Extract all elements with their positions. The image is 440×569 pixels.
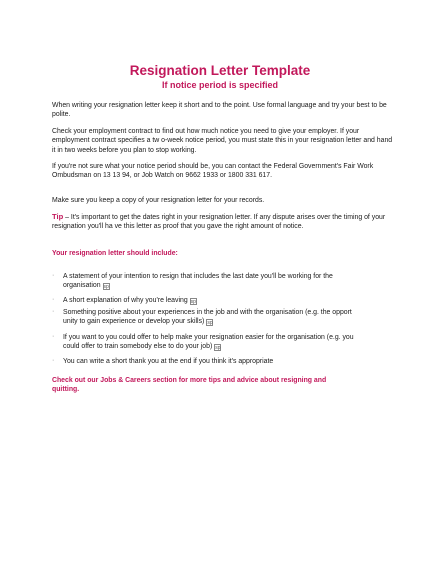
- list-item-text: A short explanation of why you're leaving: [63, 297, 188, 304]
- paragraph-keep-copy: Make sure you keep a copy of your resignation letter for your records.: [52, 197, 265, 204]
- placeholder-glyph-icon: sp: [103, 284, 109, 291]
- paragraph-notice-period: If you're not sure what your notice period should be, you can contact the Federal Government's Fair Work Ombudsman on 13 13 94, or Job Watch on 9662 1933 or 1800 331 617.: [52, 163, 374, 180]
- footer-callout: Check out our Jobs & Careers section for more tips and advice about resigning and quitting.: [52, 377, 327, 394]
- placeholder-glyph-icon: sp: [215, 345, 221, 352]
- bullet-marker: ·: [52, 296, 55, 303]
- list-item: [63, 296, 363, 305]
- list-item-text: A statement of your intention to resign that includes the last date you'll be working for the organisation: [63, 273, 333, 290]
- paragraph-intro: When writing your resignation letter keep it short and to the point. Use formal language and try your best to be polite.: [52, 102, 387, 119]
- tip-text: – It's important to get the dates right in your resignation letter. If any dispute arises over the timing of your resignation you'll ha ve this letter as proof that you gave the right amount of notice.: [52, 214, 386, 231]
- bullet-marker: ·: [52, 333, 55, 340]
- paragraph-contract: Check your employment contract to find out how much notice you need to give your employer. If your employment contract specifies a tw o-week notice period, you must state this in your resignation letter and hand it in two weeks before you plan to stop working.: [52, 128, 393, 154]
- list-item: [63, 272, 363, 291]
- bullet-marker: ·: [52, 272, 55, 279]
- list-item: [63, 357, 363, 366]
- list-item-text: You can write a short thank you at the end if you think it's appropriate: [63, 358, 274, 365]
- list-item: [63, 333, 363, 352]
- page-title: Resignation Letter Template: [129, 63, 311, 78]
- list-item-text: If you want to you could offer to help make your resignation easier for the organisation (e.g. you could offer to train somebody else to do your job): [63, 334, 354, 351]
- placeholder-glyph-icon: sp: [190, 299, 196, 305]
- tip-label: Tip: [52, 212, 64, 221]
- tip-paragraph: [52, 212, 397, 232]
- list-item-text: Something positive about your experiences in the job and with the organisation (e.g. the opport unity to gain experience or develop your skills): [63, 309, 352, 326]
- bullet-marker: ·: [52, 357, 55, 364]
- page-subtitle: If notice period is specified: [161, 80, 279, 90]
- bullet-marker: ·: [52, 308, 55, 315]
- list-item: [63, 308, 363, 327]
- placeholder-glyph-icon: sp: [207, 320, 213, 327]
- list-heading: Your resignation letter should include:: [52, 250, 178, 257]
